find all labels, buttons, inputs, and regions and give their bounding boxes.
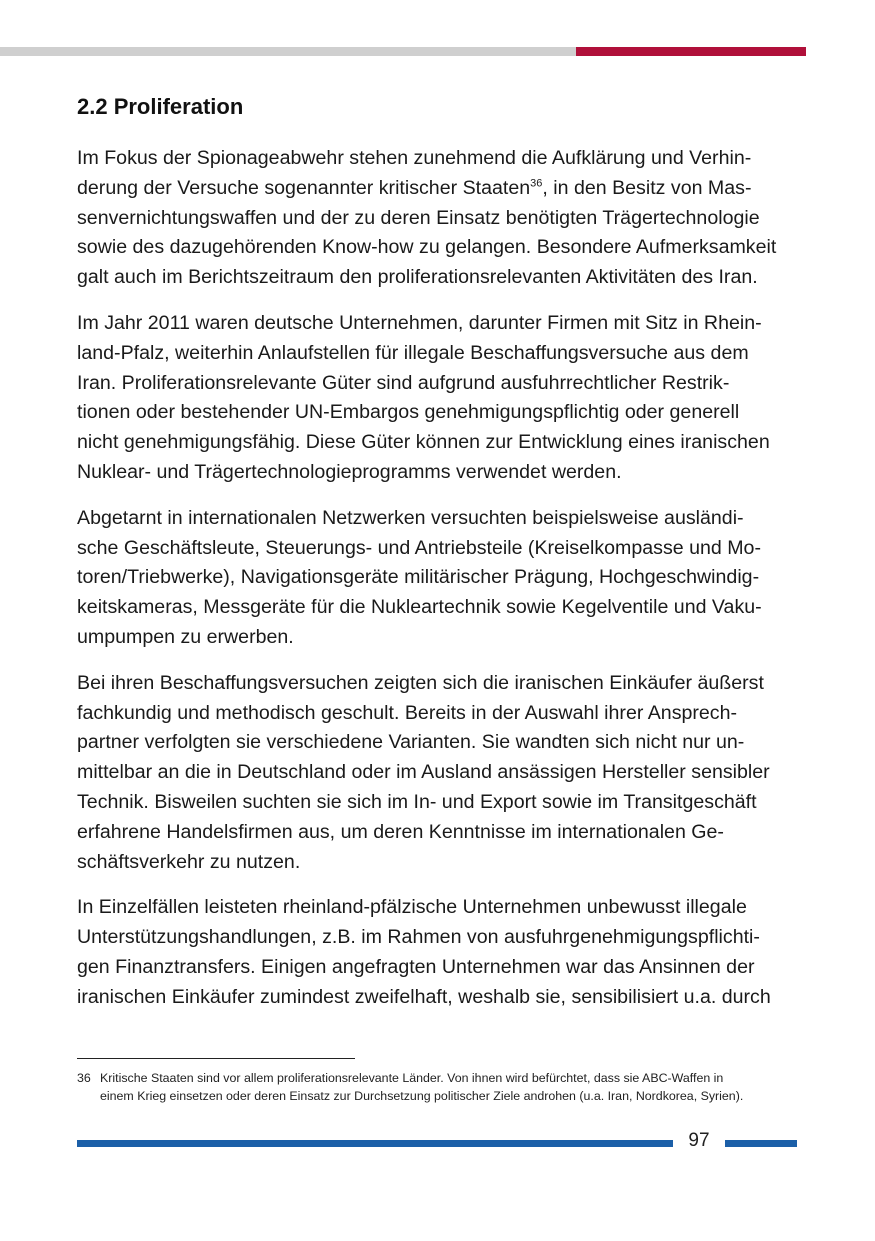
text-line: iranischen Einkäufer zumindest zweifelhaft, weshalb sie, sensibilisiert u.a. durch — [77, 985, 771, 1008]
footnote-separator — [77, 1058, 355, 1059]
text-line: keitskameras, Messgeräte für die Nukleartechnik sowie Kegelventile und Vaku- — [77, 596, 762, 619]
text-line — [77, 174, 799, 204]
text-line: Bei ihren Beschaffungsversuchen zeigten sich die iranischen Einkäufer äußerst — [77, 671, 764, 694]
page-content — [77, 92, 799, 1029]
text-line: sowie des dazugehörenden Know-how zu gelangen. Besondere Aufmerksamkeit — [77, 236, 777, 259]
text-line: toren/Triebwerke), Navigationsgeräte militärischer Prägung, Hochgeschwindig- — [77, 566, 760, 589]
text-line: erfahrene Handelsfirmen aus, um deren Kenntnisse im internationalen Ge- — [77, 820, 724, 843]
footer-rule-right — [725, 1140, 797, 1147]
text-line: umpumpen zu erwerben. — [77, 625, 294, 648]
text-line: nicht genehmigungsfähig. Diese Güter können zur Entwicklung eines iranischen — [77, 431, 770, 454]
footnote — [77, 1069, 799, 1105]
text-line: schäftsverkehr zu nutzen. — [77, 850, 301, 873]
paragraph-3 — [77, 504, 799, 653]
text-line: Technik. Bisweilen suchten sie sich im In- und Export sowie im Transitgeschäft — [77, 790, 757, 813]
text-line-part: derung der Versuche sogenannter kritischer Staaten — [77, 176, 531, 199]
paragraph-4 — [77, 669, 799, 878]
text-line: Unterstützungshandlungen, z.B. im Rahmen von ausfuhrgenehmigungspflichti- — [77, 926, 760, 949]
footnote-reference[interactable]: 36 — [530, 177, 543, 190]
paragraph-1 — [77, 144, 799, 293]
header-rule-accent — [576, 47, 806, 56]
page-number: 97 — [688, 1130, 710, 1151]
text-line: Im Fokus der Spionageabwehr stehen zunehmend die Aufklärung und Verhin- — [77, 147, 752, 169]
text-line-part: , in den Besitz von Mas- — [542, 176, 752, 199]
paragraph-5 — [77, 893, 799, 1012]
text-line: partner verfolgten sie verschiedene Varianten. Sie wandten sich nicht nur un- — [77, 731, 745, 754]
footnote-number: 36 — [77, 1071, 91, 1085]
text-line: galt auch im Berichtszeitraum den proliferationsrelevanten Aktivitäten des Iran. — [77, 266, 758, 289]
text-line: Iran. Proliferationsrelevante Güter sind aufgrund ausfuhrrechtlicher Restrik- — [77, 371, 730, 394]
footnote-line: Kritische Staaten sind vor allem proliferationsrelevante Länder. Von ihnen wird befürchtet, dass sie ABC-Waffen in — [100, 1071, 724, 1085]
text-line: Im Jahr 2011 waren deutsche Unternehmen, darunter Firmen mit Sitz in Rhein- — [77, 311, 762, 334]
text-line: In Einzelfällen leisteten rheinland-pfälzische Unternehmen unbewusst illegale — [77, 896, 747, 919]
paragraph-2 — [77, 309, 799, 488]
footer-rule-left — [77, 1140, 673, 1147]
text-line: sche Geschäftsleute, Steuerungs- und Antriebsteile (Kreiselkompasse und Mo- — [77, 536, 761, 559]
footnote-text — [100, 1069, 799, 1105]
text-line: fachkundig und methodisch geschult. Bereits in der Auswahl ihrer Ansprech- — [77, 701, 738, 724]
text-line: mittelbar an die in Deutschland oder im Ausland ansässigen Hersteller sensibler — [77, 761, 770, 784]
text-line: Nuklear- und Trägertechnologieprogramms verwendet werden. — [77, 460, 622, 483]
section-heading: 2.2 Proliferation — [77, 94, 244, 119]
text-line: tionen oder bestehender UN-Embargos genehmigungspflichtig oder generell — [77, 401, 740, 424]
text-line: land-Pfalz, weiterhin Anlaufstellen für illegale Beschaffungsversuche aus dem — [77, 341, 749, 364]
text-line: gen Finanztransfers. Einigen angefragten Unternehmen war das Ansinnen der — [77, 955, 755, 978]
text-line: Abgetarnt in internationalen Netzwerken versuchten beispielsweise ausländi- — [77, 506, 744, 529]
text-line: senvernichtungswaffen und der zu deren Einsatz benötigten Trägertechnologie — [77, 206, 760, 229]
header-rule-gray — [0, 47, 576, 56]
footnote-line: einem Krieg einsetzen oder deren Einsatz zur Durchsetzung politischer Ziele androhen (u.a. Iran, Nordkorea, Syrien). — [100, 1089, 744, 1103]
